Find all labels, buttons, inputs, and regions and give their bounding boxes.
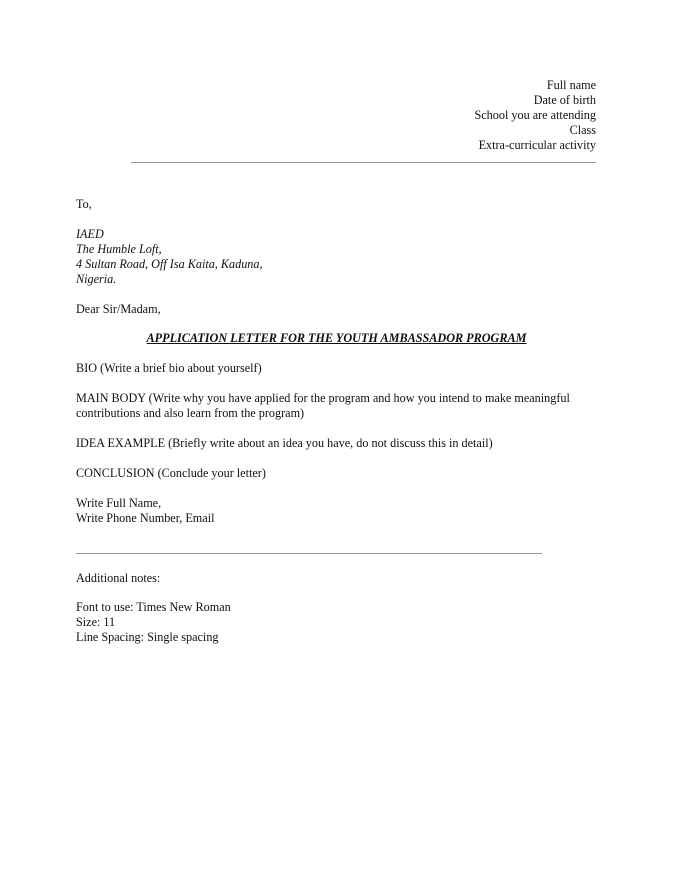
sender-date-of-birth: Date of birth [533,92,596,107]
signoff-contact: Write Phone Number, Email [76,511,215,525]
greeting: Dear Sir/Madam, [76,302,161,316]
section-conclusion: CONCLUSION (Conclude your letter) [76,466,266,480]
sender-details [474,78,596,153]
section-bio: BIO (Write a brief bio about yourself) [76,361,262,375]
header-divider [131,162,596,163]
section-main-body: MAIN BODY (Write why you have applied for the program and how you intend to make meaningful contributions and also learn from the program) [76,391,570,420]
signoff-full-name: Write Full Name, [76,496,162,510]
note-size: Size: 11 [76,615,116,629]
letter-title: APPLICATION LETTER FOR THE YOUTH AMBASSADOR PROGRAM [146,331,527,345]
sender-class: Class [569,122,596,137]
address-line-country: Nigeria. [76,272,117,286]
sender-full-name: Full name [546,78,596,92]
address-line-building: The Humble Loft, [76,242,162,256]
note-line-spacing: Line Spacing: Single spacing [76,630,219,644]
address-line-org: IAED [76,227,104,241]
sender-extra-curricular: Extra-curricular activity [478,137,596,152]
sender-school: School you are attending [474,107,596,122]
signoff [76,496,214,526]
recipient-address [76,227,263,287]
note-font: Font to use: Times New Roman [76,600,231,614]
section-idea-example: IDEA EXAMPLE (Briefly write about an idea you have, do not discuss this in detail) [76,436,493,450]
notes-list [76,600,231,645]
footer-divider [76,553,542,554]
address-line-street: 4 Sultan Road, Off Isa Kaita, Kaduna, [76,257,263,271]
salutation-to: To, [76,197,92,211]
notes-heading: Additional notes: [76,571,161,585]
